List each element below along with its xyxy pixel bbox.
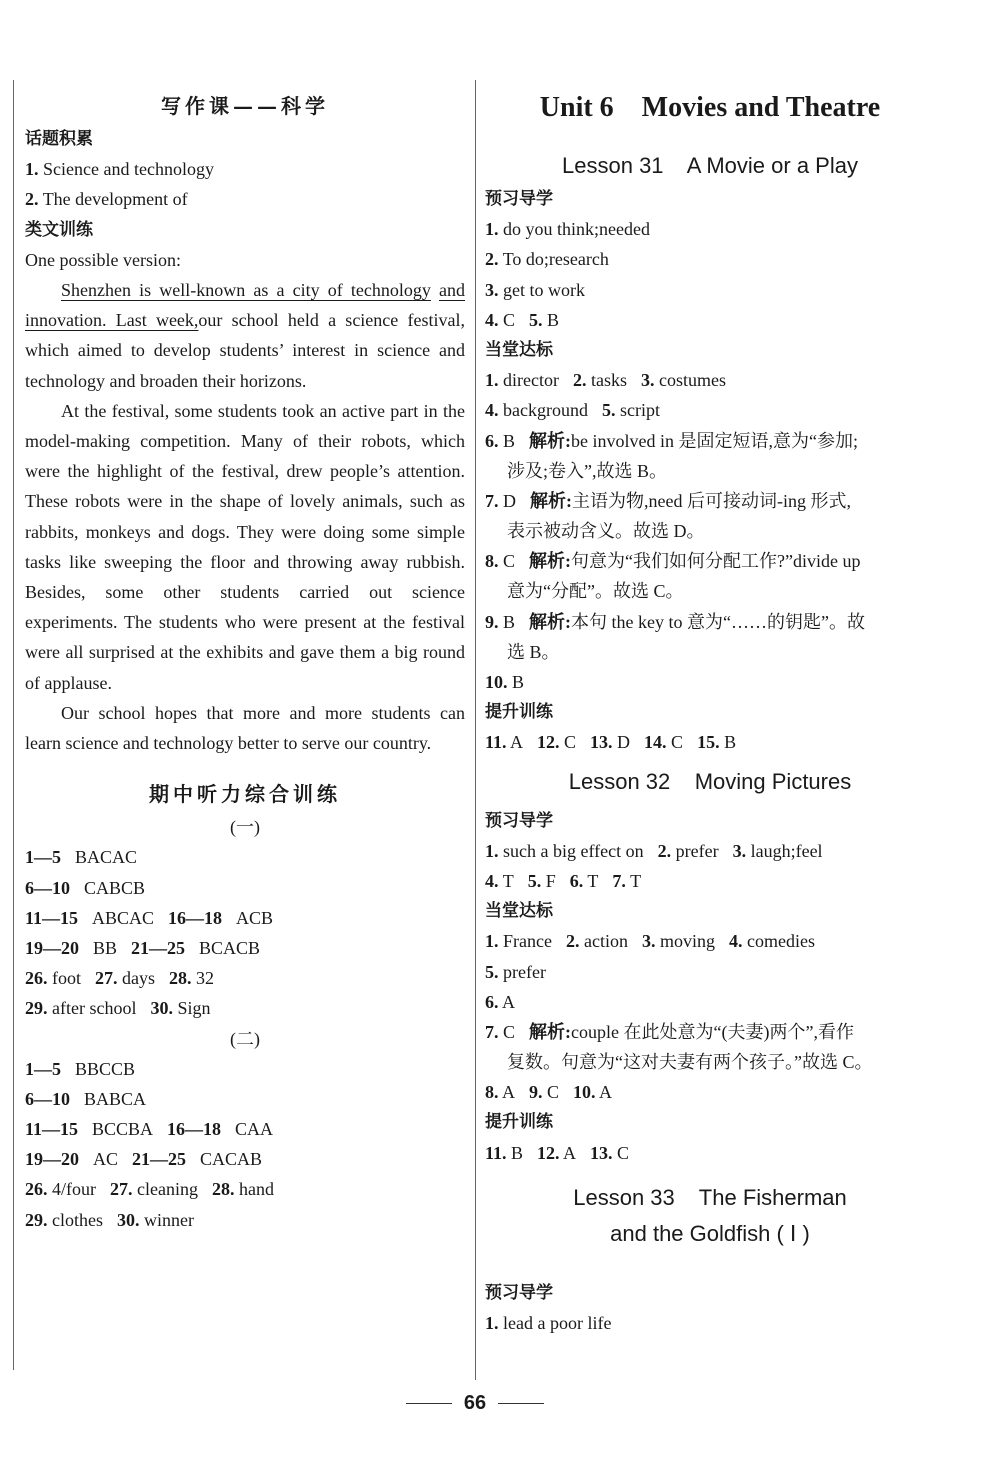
answer-row: 3. get to work (485, 279, 585, 300)
answer-row: 11. A 12. C 13. D 14. C 15. B (485, 732, 737, 753)
preview-heading: 预习导学 (485, 1282, 553, 1303)
answer-row: 6—10 BABCA (25, 1088, 147, 1109)
answer-row: 29. after school 30. Sign (25, 998, 211, 1019)
topic-item: 2. The development of (25, 189, 188, 210)
left-column (25, 88, 465, 1235)
answer-row: 11—15 BCCBA 16—18 CAA (25, 1119, 274, 1140)
practice-heading: 类文训练 (25, 219, 93, 240)
explanation-continued: 表示被动含义。故选 D。 (507, 521, 705, 542)
explanation-row: 7. D 解析:主语为物,need 后可接动词-ing 形式, (485, 490, 851, 511)
answer-row: 1. do you think;needed (485, 219, 650, 240)
answer-row: 4. C 5. B (485, 309, 560, 330)
answer-row: 26. foot 27. days 28. 32 (25, 968, 214, 989)
unit-title: Unit 6 Movies and Theatre (539, 92, 881, 123)
answer-row: 4. background 5. script (485, 400, 660, 421)
lesson-33-title-line-2: and the Goldfish ( Ⅰ ) (610, 1220, 810, 1246)
preview-heading: 预习导学 (485, 810, 553, 831)
lesson-33-title: Lesson 33 The Fisherman (573, 1184, 847, 1210)
explanation-continued: 复数。句意为“这对夫妻有两个孩子。”故选 C。 (507, 1052, 873, 1073)
answer-row: 1. such a big effect on 2. prefer 3. laugh;feel (485, 840, 823, 861)
answer-row: 19—20 BB 21—25 BCACB (25, 937, 261, 958)
listening-title: 期中听力综合训练 (149, 782, 341, 807)
explanation-continued: 涉及;卷入”,故选 B。 (507, 460, 667, 481)
explanation-row: 8. C 解析:句意为“我们如何分配工作?”divide up (485, 551, 861, 572)
right-column (485, 88, 935, 1338)
explanation-continued: 意为“分配”。故选 C。 (507, 581, 684, 602)
version-label: One possible version: (25, 249, 181, 270)
answer-row: 1—5 BACAC (25, 847, 138, 868)
answer-row: 11—15 ABCAC 16—18 ACB (25, 907, 274, 928)
explanation-continued: 选 B。 (507, 641, 560, 662)
section-1-label: (一) (230, 817, 260, 838)
improve-heading: 提升训练 (485, 702, 553, 723)
writing-section-title: 写作课——科学 (161, 94, 329, 118)
answer-row: 26. 4/four 27. cleaning 28. hand (25, 1179, 274, 1200)
answer-row: 1—5 BBCCB (25, 1058, 136, 1079)
essay (25, 275, 465, 758)
essay-underlined-1: Shenzhen is well-known as a city of technology (61, 279, 431, 300)
essay-underlined-2: and innovation. Last week, (25, 279, 466, 331)
improve-heading: 提升训练 (485, 1112, 553, 1133)
section-2-label: (二) (230, 1028, 260, 1049)
page-number: 66 (0, 1392, 950, 1415)
answer-row: 2. To do;research (485, 249, 609, 270)
left-margin-rule (13, 80, 14, 1370)
essay-paragraph-2: At the festival, some students took an active part in the model-making competition. Many of their robots, which were the highlight of the festival, drew people’s attention. These robots were in the shape of lovely animals, such as rabbits, monkeys and dogs. They were doing some simple tasks like sweeping the floor and throwing away rubbish. Besides, some other students carried out science experiments. The students who were present at the festival were all surprised at the exhibits and gave them a big round of applause. (25, 400, 465, 693)
answer-row: 1. director 2. tasks 3. costumes (485, 370, 726, 391)
lesson-31-title: Lesson 31 A Movie or a Play (562, 153, 858, 178)
essay-paragraph-1: Shenzhen is well-known as a city of technology and innovation. Last week,our school held a science festival, which aimed to develop students’ interest in science and technology and broaden their horizons. (25, 279, 466, 391)
answer-row: 5. prefer (485, 961, 546, 982)
answer-row: 8. A 9. C 10. A (485, 1082, 613, 1103)
preview-heading: 预习导学 (485, 189, 553, 209)
answer-row: 1. lead a poor life (485, 1313, 612, 1333)
answer-row: 1. France 2. action 3. moving 4. comedies (485, 931, 815, 952)
explanation-row: 6. B 解析:be involved in 是固定短语,意为“参加; (485, 430, 858, 451)
answer-row: 6. A (485, 991, 516, 1012)
explanation-row: 7. C 解析:couple 在此处意为“(夫妻)两个”,看作 (485, 1021, 854, 1042)
essay-paragraph-3: Our school hopes that more and more students can learn science and technology better to serve our country. (25, 702, 465, 753)
answer-row: 4. T 5. F 6. T 7. T (485, 870, 642, 891)
topic-heading: 话题积累 (25, 129, 93, 149)
explanation-row: 9. B 解析:本句 the key to 意为“……的钥匙”。故 (485, 611, 865, 632)
answer-row: 11. B 12. A 13. C (485, 1142, 630, 1163)
lesson-32-title: Lesson 32 Moving Pictures (568, 768, 852, 794)
answer-row: 29. clothes 30. winner (25, 1209, 194, 1230)
class-heading: 当堂达标 (485, 339, 553, 360)
topic-item: 1. Science and technology (25, 159, 214, 180)
answer-row: 10. B (485, 672, 525, 692)
class-heading: 当堂达标 (485, 901, 553, 922)
column-divider (475, 80, 476, 1380)
answer-row: 6—10 CABCB (25, 877, 146, 898)
answer-row: 19—20 AC 21—25 CACAB (25, 1149, 263, 1170)
